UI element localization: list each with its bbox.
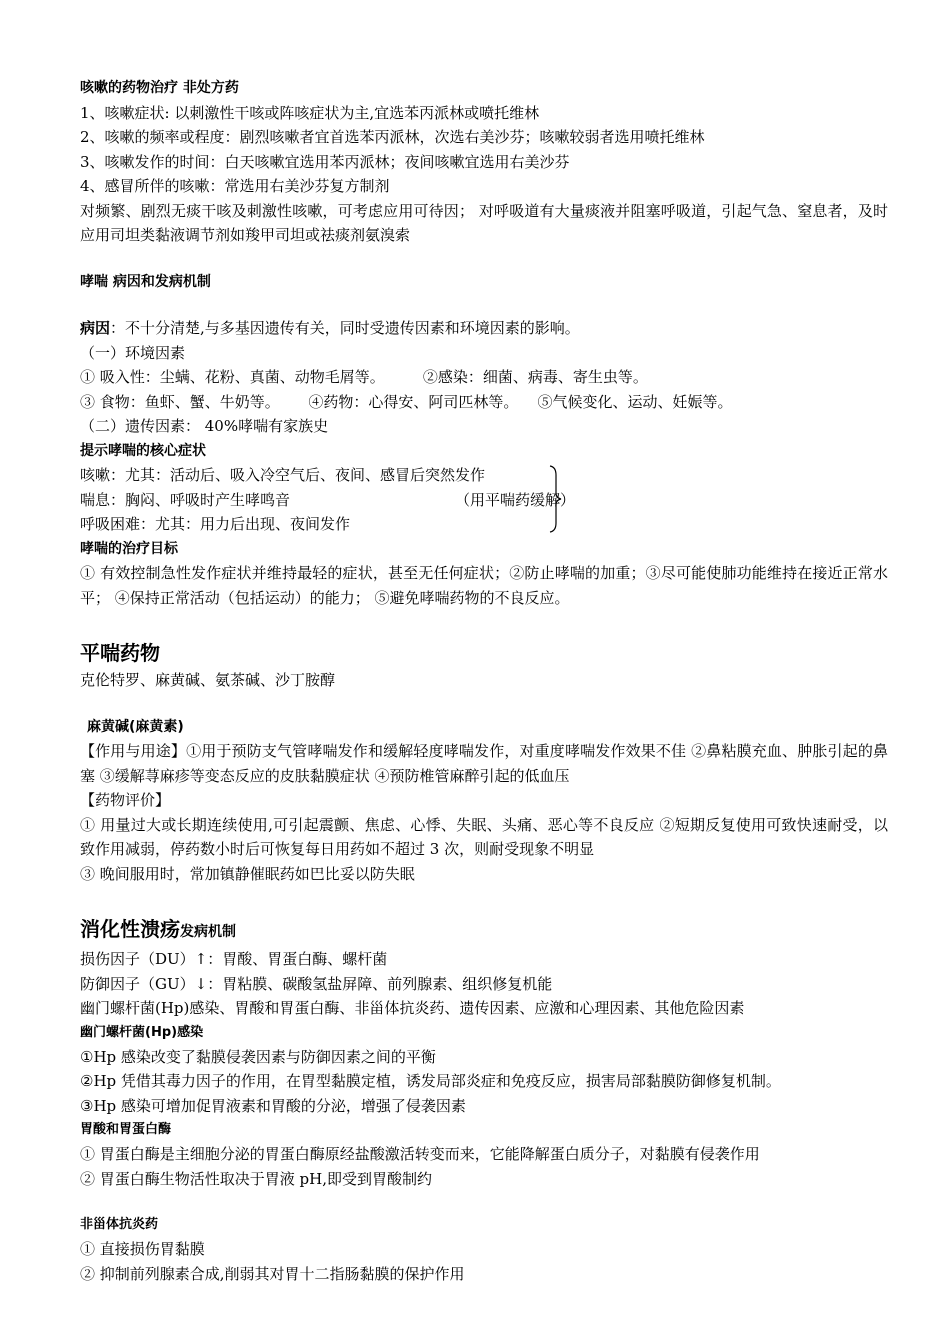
hp-title: 幽门螺杆菌(Hp)感染	[80, 1024, 204, 1040]
antiasthma-title: 平喘药物	[80, 641, 160, 665]
asthma-title: 哮喘 病因和发病机制	[80, 273, 211, 290]
nsaid-title: 非甾体抗炎药	[80, 1217, 159, 1232]
ephedrine-eval-title: 【药物评价】	[80, 791, 171, 809]
cough-line-2: 2、咳嗽的频率或程度：剧烈咳嗽者宜首选苯丙派林，次选右美沙芬；咳嗽较弱者选用喷托维林	[80, 128, 705, 146]
symptom-cough: 咳嗽：尤其：活动后、吸入冷空气后、夜间、感冒后突然发作	[80, 466, 486, 484]
gene-factors-line: （二）遗传因素： 40%哮喘有家族史	[80, 417, 329, 435]
cough-line-4: 4、感冒所伴的咳嗽：常选用右美沙芬复方制剂	[80, 177, 390, 195]
ulcer-line-2: 防御因子（GU）↓：胃粘膜、碳酸氢盐屏障、前列腺素、组织修复机能	[80, 974, 553, 993]
ulcer-line-3: 幽门螺杆菌(Hp)感染、胃酸和胃蛋白酶、非甾体抗炎药、遗传因素、应激和心理因素、其他危险因素	[80, 999, 745, 1017]
asthma-cause	[80, 316, 888, 341]
hp-line-2: ②Hp 凭借其毒力因子的作用，在胃型黏膜定植，诱发局部炎症和免疫反应，损害局部黏膜防御修复机制。	[80, 1072, 781, 1090]
core-symptoms-title: 提示哮喘的核心症状	[80, 442, 206, 459]
document-page	[80, 76, 888, 1286]
cough-line-3: 3、咳嗽发作的时间：白天咳嗽宜选用苯丙派林；夜间咳嗽宜选用右美沙芬	[80, 152, 570, 171]
acid-title: 胃酸和胃蛋白酶	[80, 1122, 172, 1137]
cough-title: 咳嗽的药物治疗 非处方药	[80, 80, 239, 96]
acid-line-1: ① 胃蛋白酶是主细胞分泌的胃蛋白酶原经盐酸激活转变而来，它能降解蛋白质分子，对黏膜有侵袭作用	[80, 1145, 760, 1163]
treatment-goal-title: 哮喘的治疗目标	[80, 540, 178, 557]
symptom-note: （用平喘药缓解）	[455, 490, 576, 509]
acid-line-2: ② 胃蛋白酶生物活性取决于胃液 pH,即受到胃酸制约	[80, 1169, 432, 1188]
symptom-wheeze-row	[80, 488, 888, 513]
ephedrine-title: 麻黄碱(麻黄素)	[87, 718, 184, 735]
env-factors-line-1: ① 吸入性：尘螨、花粉、真菌、动物毛屑等。 ②感染：细菌、病毒、寄生虫等。	[80, 368, 648, 386]
env-factors-title: （一）环境因素	[80, 343, 186, 362]
ulcer-title-sub: 发病机制	[180, 924, 236, 940]
ulcer-title-main: 消化性溃疡	[80, 917, 180, 941]
nsaid-line-1: ① 直接损伤胃黏膜	[80, 1240, 205, 1258]
asthma-cause-label: 病因	[80, 319, 111, 337]
ephedrine-use: 【作用与用途】①用于预防支气管哮喘发作和缓解轻度哮喘发作，对重度哮喘发作效果不佳 ②鼻粘膜充血、肿胀引起的鼻塞 ③缓解荨麻疹等变态反应的皮肤黏膜症状 ④预防椎管麻醉引起的低血压	[80, 742, 888, 785]
cough-line-1: 1、咳嗽症状: 以刺激性干咳或阵咳症状为主,宜选苯丙派林或喷托维林	[80, 103, 540, 122]
symptom-wheeze: 喘息：胸闷、呼吸时产生哮鸣音	[80, 490, 291, 509]
ephedrine-eval-line-3: ③ 晚间服用时，常加镇静催眠药如巴比妥以防失眠	[80, 864, 415, 883]
nsaid-line-2: ② 抑制前列腺素合成,削弱其对胃十二指肠黏膜的保护作用	[80, 1264, 465, 1283]
env-factors-line-2: ③ 食物：鱼虾、蟹、牛奶等。 ④药物：心得安、阿司匹林等。 ⑤气候变化、运动、妊娠等。	[80, 392, 733, 411]
right-brace-icon	[548, 465, 562, 533]
cough-paragraph: 对频繁、剧烈无痰干咳及刺激性咳嗽，可考虑应用可待因； 对呼吸道有大量痰液并阻塞呼吸道，引起气急、窒息者，及时应用司坦类黏液调节剂如羧甲司坦或祛痰剂氨溴索	[80, 201, 888, 244]
symptom-block	[80, 463, 888, 537]
symptom-dyspnea: 呼吸困难：尤其：用力后出现、夜间发作	[80, 515, 351, 533]
ephedrine-eval-text: ① 用量过大或长期连续使用,可引起震颤、焦虑、心悸、失眠、头痛、恶心等不良反应 ②短期反复使用可致快速耐受，以致作用减弱，停药数小时后可恢复每日用药如不超过 3 次，则耐受现象不明显	[80, 815, 888, 858]
ulcer-line-1: 损伤因子（DU）↑：胃酸、胃蛋白酶、螺杆菌	[80, 950, 388, 968]
ulcer-title	[80, 914, 888, 947]
treatment-goal-text: ① 有效控制急性发作症状并维持最轻的症状，甚至无任何症状；②防止哮喘的加重；③尽可能使肺功能维持在接近正常水平； ④保持正常活动（包括运动）的能力； ⑤避免哮喘药物的不良反应。	[80, 564, 888, 607]
hp-line-3: ③Hp 感染可增加促胃液素和胃酸的分泌，增强了侵袭因素	[80, 1096, 466, 1115]
antiasthma-drugs: 克伦特罗、麻黄碱、氨茶碱、沙丁胺醇	[80, 671, 336, 689]
asthma-cause-text: ：不十分清楚,与多基因遗传有关，同时受遗传因素和环境因素的影响。	[110, 319, 580, 337]
hp-line-1: ①Hp 感染改变了黏膜侵袭因素与防御因素之间的平衡	[80, 1047, 436, 1066]
